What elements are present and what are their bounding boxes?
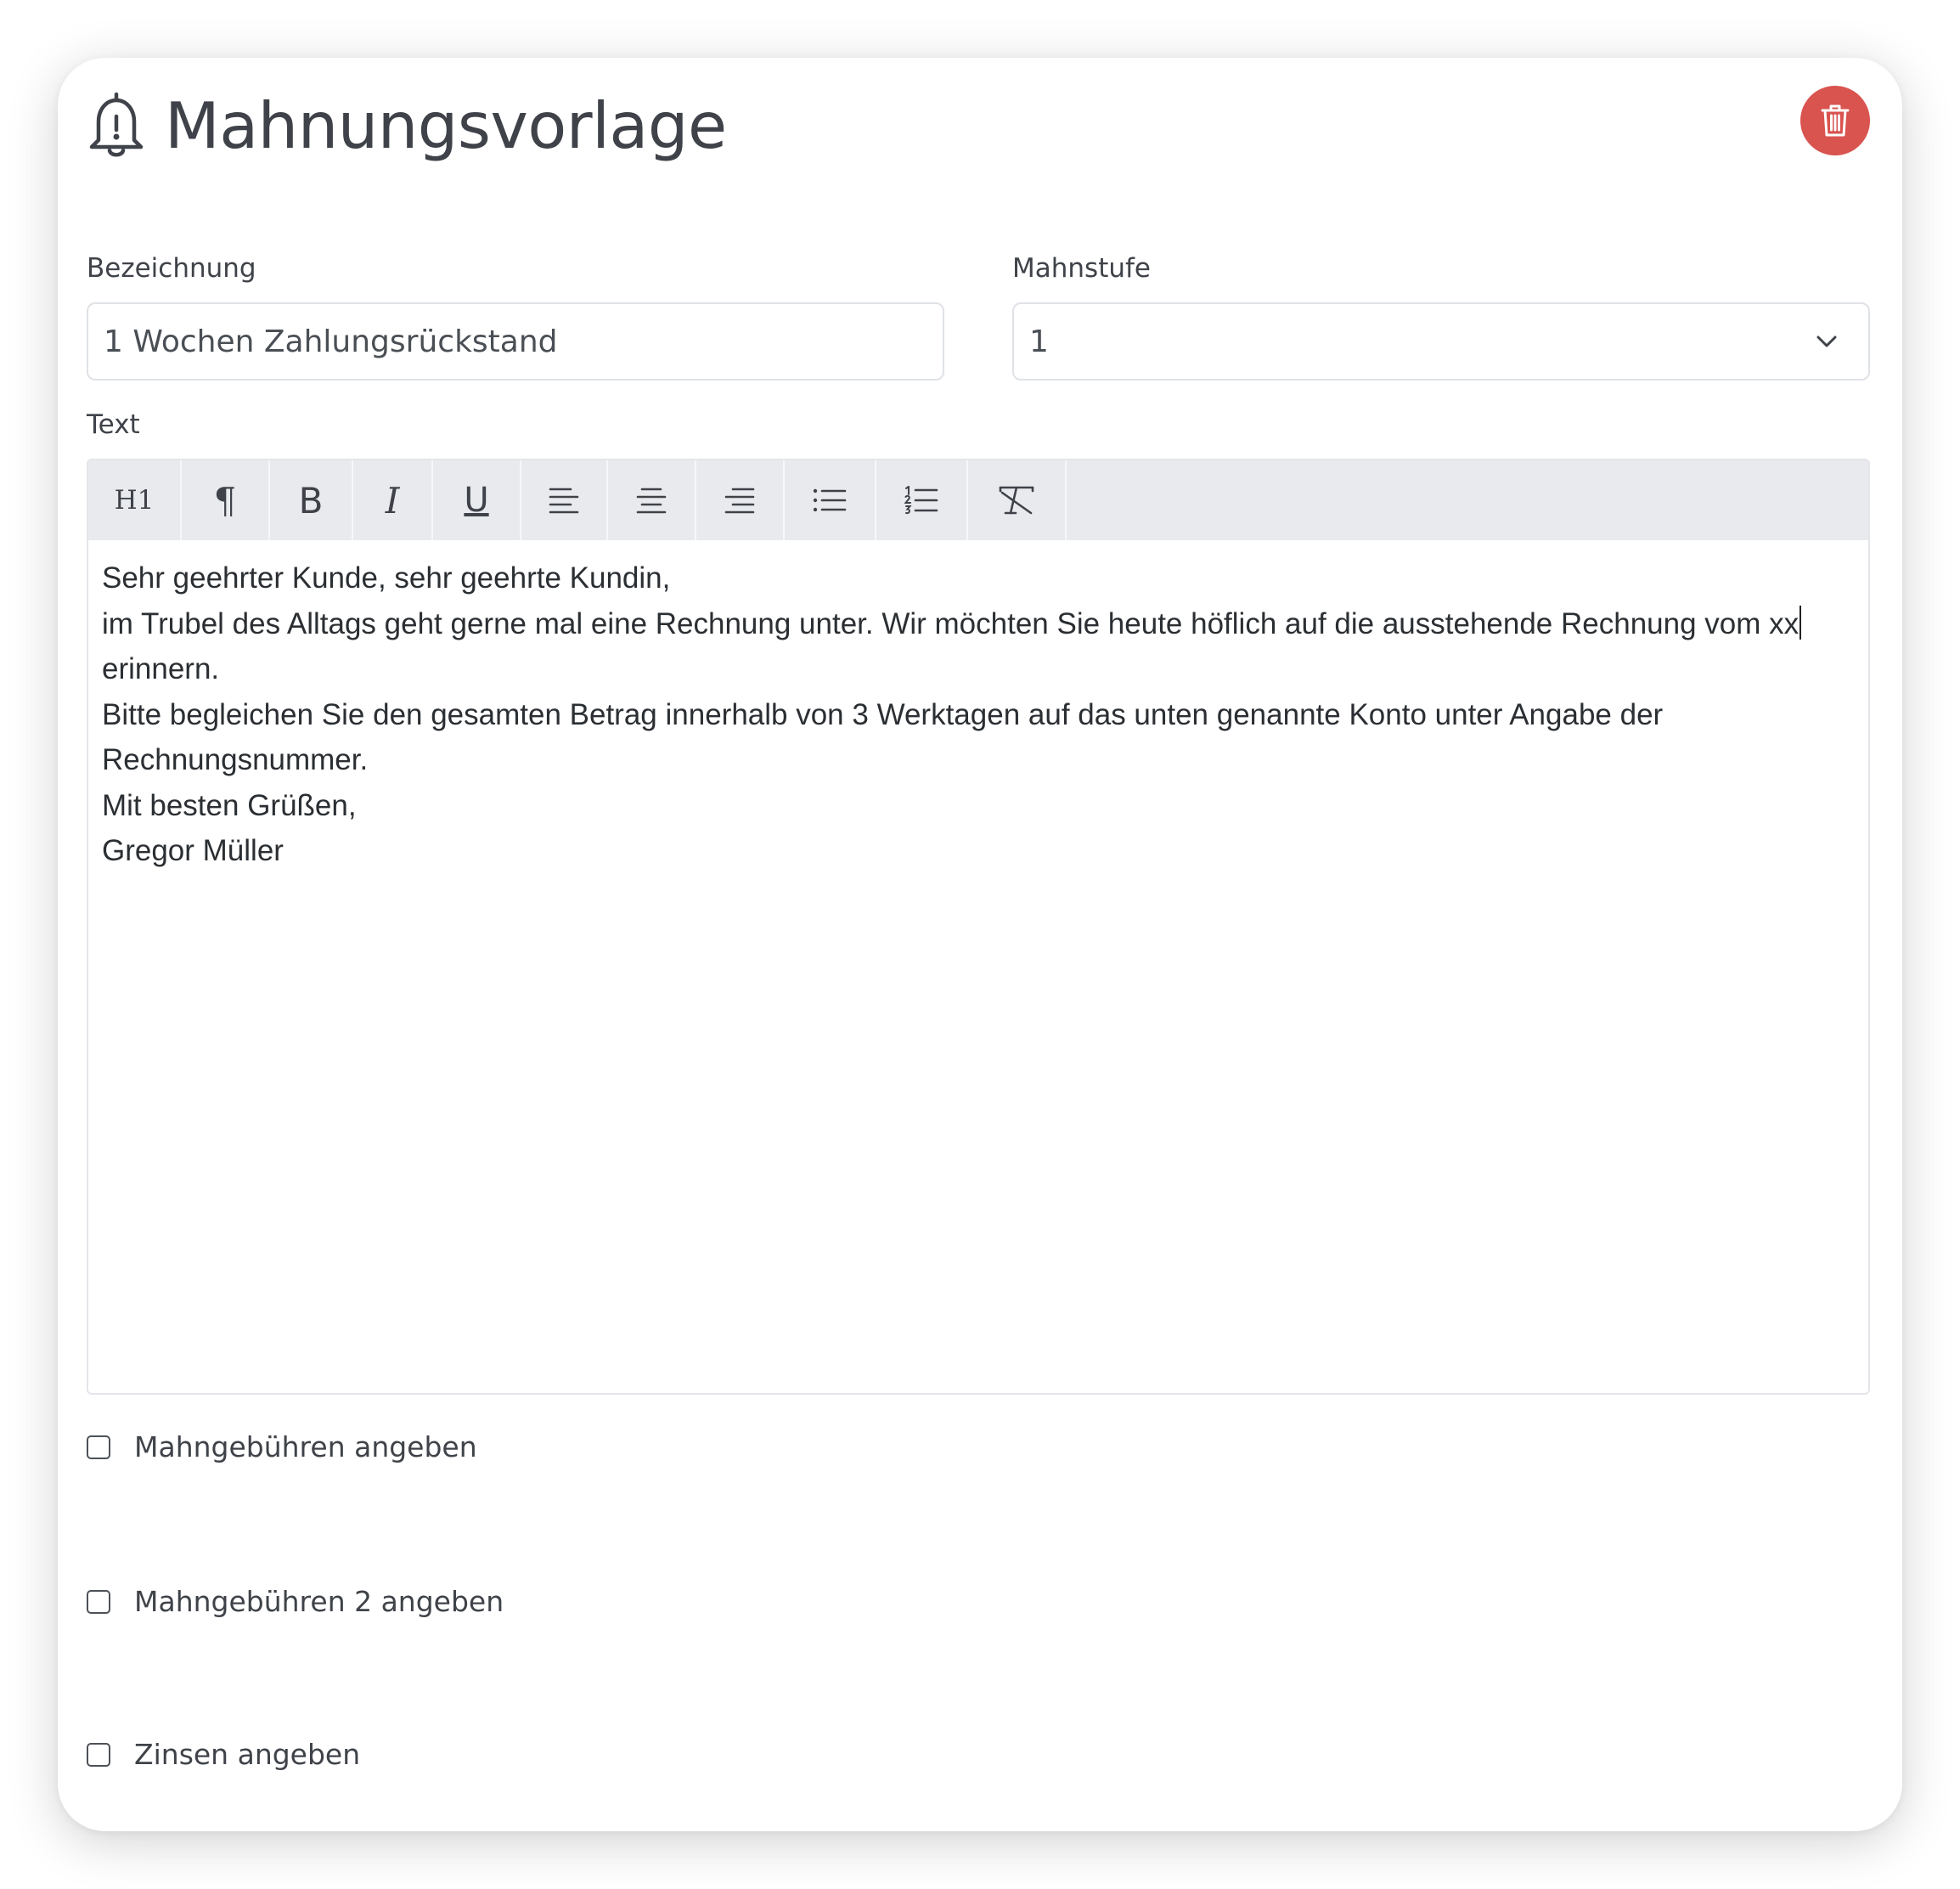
zinsen-checkbox[interactable] <box>87 1743 110 1767</box>
mahngebuehren-option[interactable] <box>87 1430 477 1463</box>
clear-format-icon <box>997 484 1036 516</box>
reminder-template-card <box>58 58 1902 1831</box>
mahnstufe-label: Mahnstufe <box>1012 253 1151 284</box>
trash-icon <box>1821 104 1850 138</box>
editor-line <box>102 601 1855 692</box>
text-label: Text <box>87 409 140 440</box>
mahnstufe-value: 1 <box>1029 324 1049 359</box>
mahnstufe-select[interactable] <box>1012 302 1870 381</box>
editor-text-after-caret: erinnern. <box>102 652 220 685</box>
delete-button[interactable] <box>1800 86 1870 155</box>
editor-line: Bitte begleichen Sie den gesamten Betrag innerhalb von 3 Werktagen auf das unten genannte Konto unter Angabe der Rechnungsnummer. <box>102 697 1664 776</box>
bezeichnung-label: Bezeichnung <box>87 253 256 284</box>
bullet-list-button[interactable] <box>785 460 876 540</box>
underline-icon: U <box>464 481 489 520</box>
bell-icon <box>87 91 146 161</box>
header <box>87 75 727 177</box>
ordered-list-icon <box>904 486 938 515</box>
text-caret <box>1799 606 1801 640</box>
align-right-icon <box>724 487 755 514</box>
editor-text-before-caret: im Trubel des Alltags geht gerne mal eine Rechnung unter. Wir möchten Sie heute höflich auf die ausstehende Rechnung vom xx <box>102 606 1799 640</box>
rich-text-editor <box>87 459 1870 1395</box>
align-left-button[interactable] <box>521 460 608 540</box>
bold-button[interactable] <box>270 460 353 540</box>
zinsen-option[interactable] <box>87 1738 360 1771</box>
mahngebuehren-2-checkbox[interactable] <box>87 1590 110 1614</box>
align-center-icon <box>636 487 667 514</box>
mahngebuehren-2-label: Mahngebühren 2 angeben <box>134 1585 504 1618</box>
underline-button[interactable] <box>433 460 521 540</box>
align-right-button[interactable] <box>696 460 785 540</box>
italic-button[interactable] <box>353 460 433 540</box>
editor-content[interactable] <box>88 540 1868 874</box>
page-title: Mahnungsvorlage <box>165 88 727 163</box>
bezeichnung-field[interactable] <box>87 302 944 381</box>
zinsen-label: Zinsen angeben <box>134 1738 361 1771</box>
paragraph-icon: ¶ <box>213 479 237 522</box>
bold-icon: B <box>298 479 324 522</box>
bezeichnung-input[interactable] <box>104 324 927 359</box>
mahngebuehren-checkbox[interactable] <box>87 1435 110 1459</box>
align-center-button[interactable] <box>608 460 696 540</box>
heading-1-button[interactable] <box>88 460 182 540</box>
editor-line: Gregor Müller <box>102 834 284 867</box>
heading-1-label: H1 <box>114 485 155 516</box>
ordered-list-button[interactable] <box>876 460 968 540</box>
editor-toolbar <box>88 460 1868 540</box>
clear-format-button[interactable] <box>968 460 1067 540</box>
paragraph-button[interactable] <box>182 460 270 540</box>
editor-line: Sehr geehrter Kunde, sehr geehrte Kundin, <box>102 561 671 595</box>
bullet-list-icon <box>813 487 847 514</box>
mahngebuehren-label: Mahngebühren angeben <box>134 1430 477 1463</box>
italic-icon: I <box>385 479 400 522</box>
editor-line: Mit besten Grüßen, <box>102 788 357 822</box>
align-left-icon <box>549 487 579 514</box>
mahngebuehren-2-option[interactable] <box>87 1585 504 1618</box>
chevron-down-icon <box>1816 335 1838 348</box>
